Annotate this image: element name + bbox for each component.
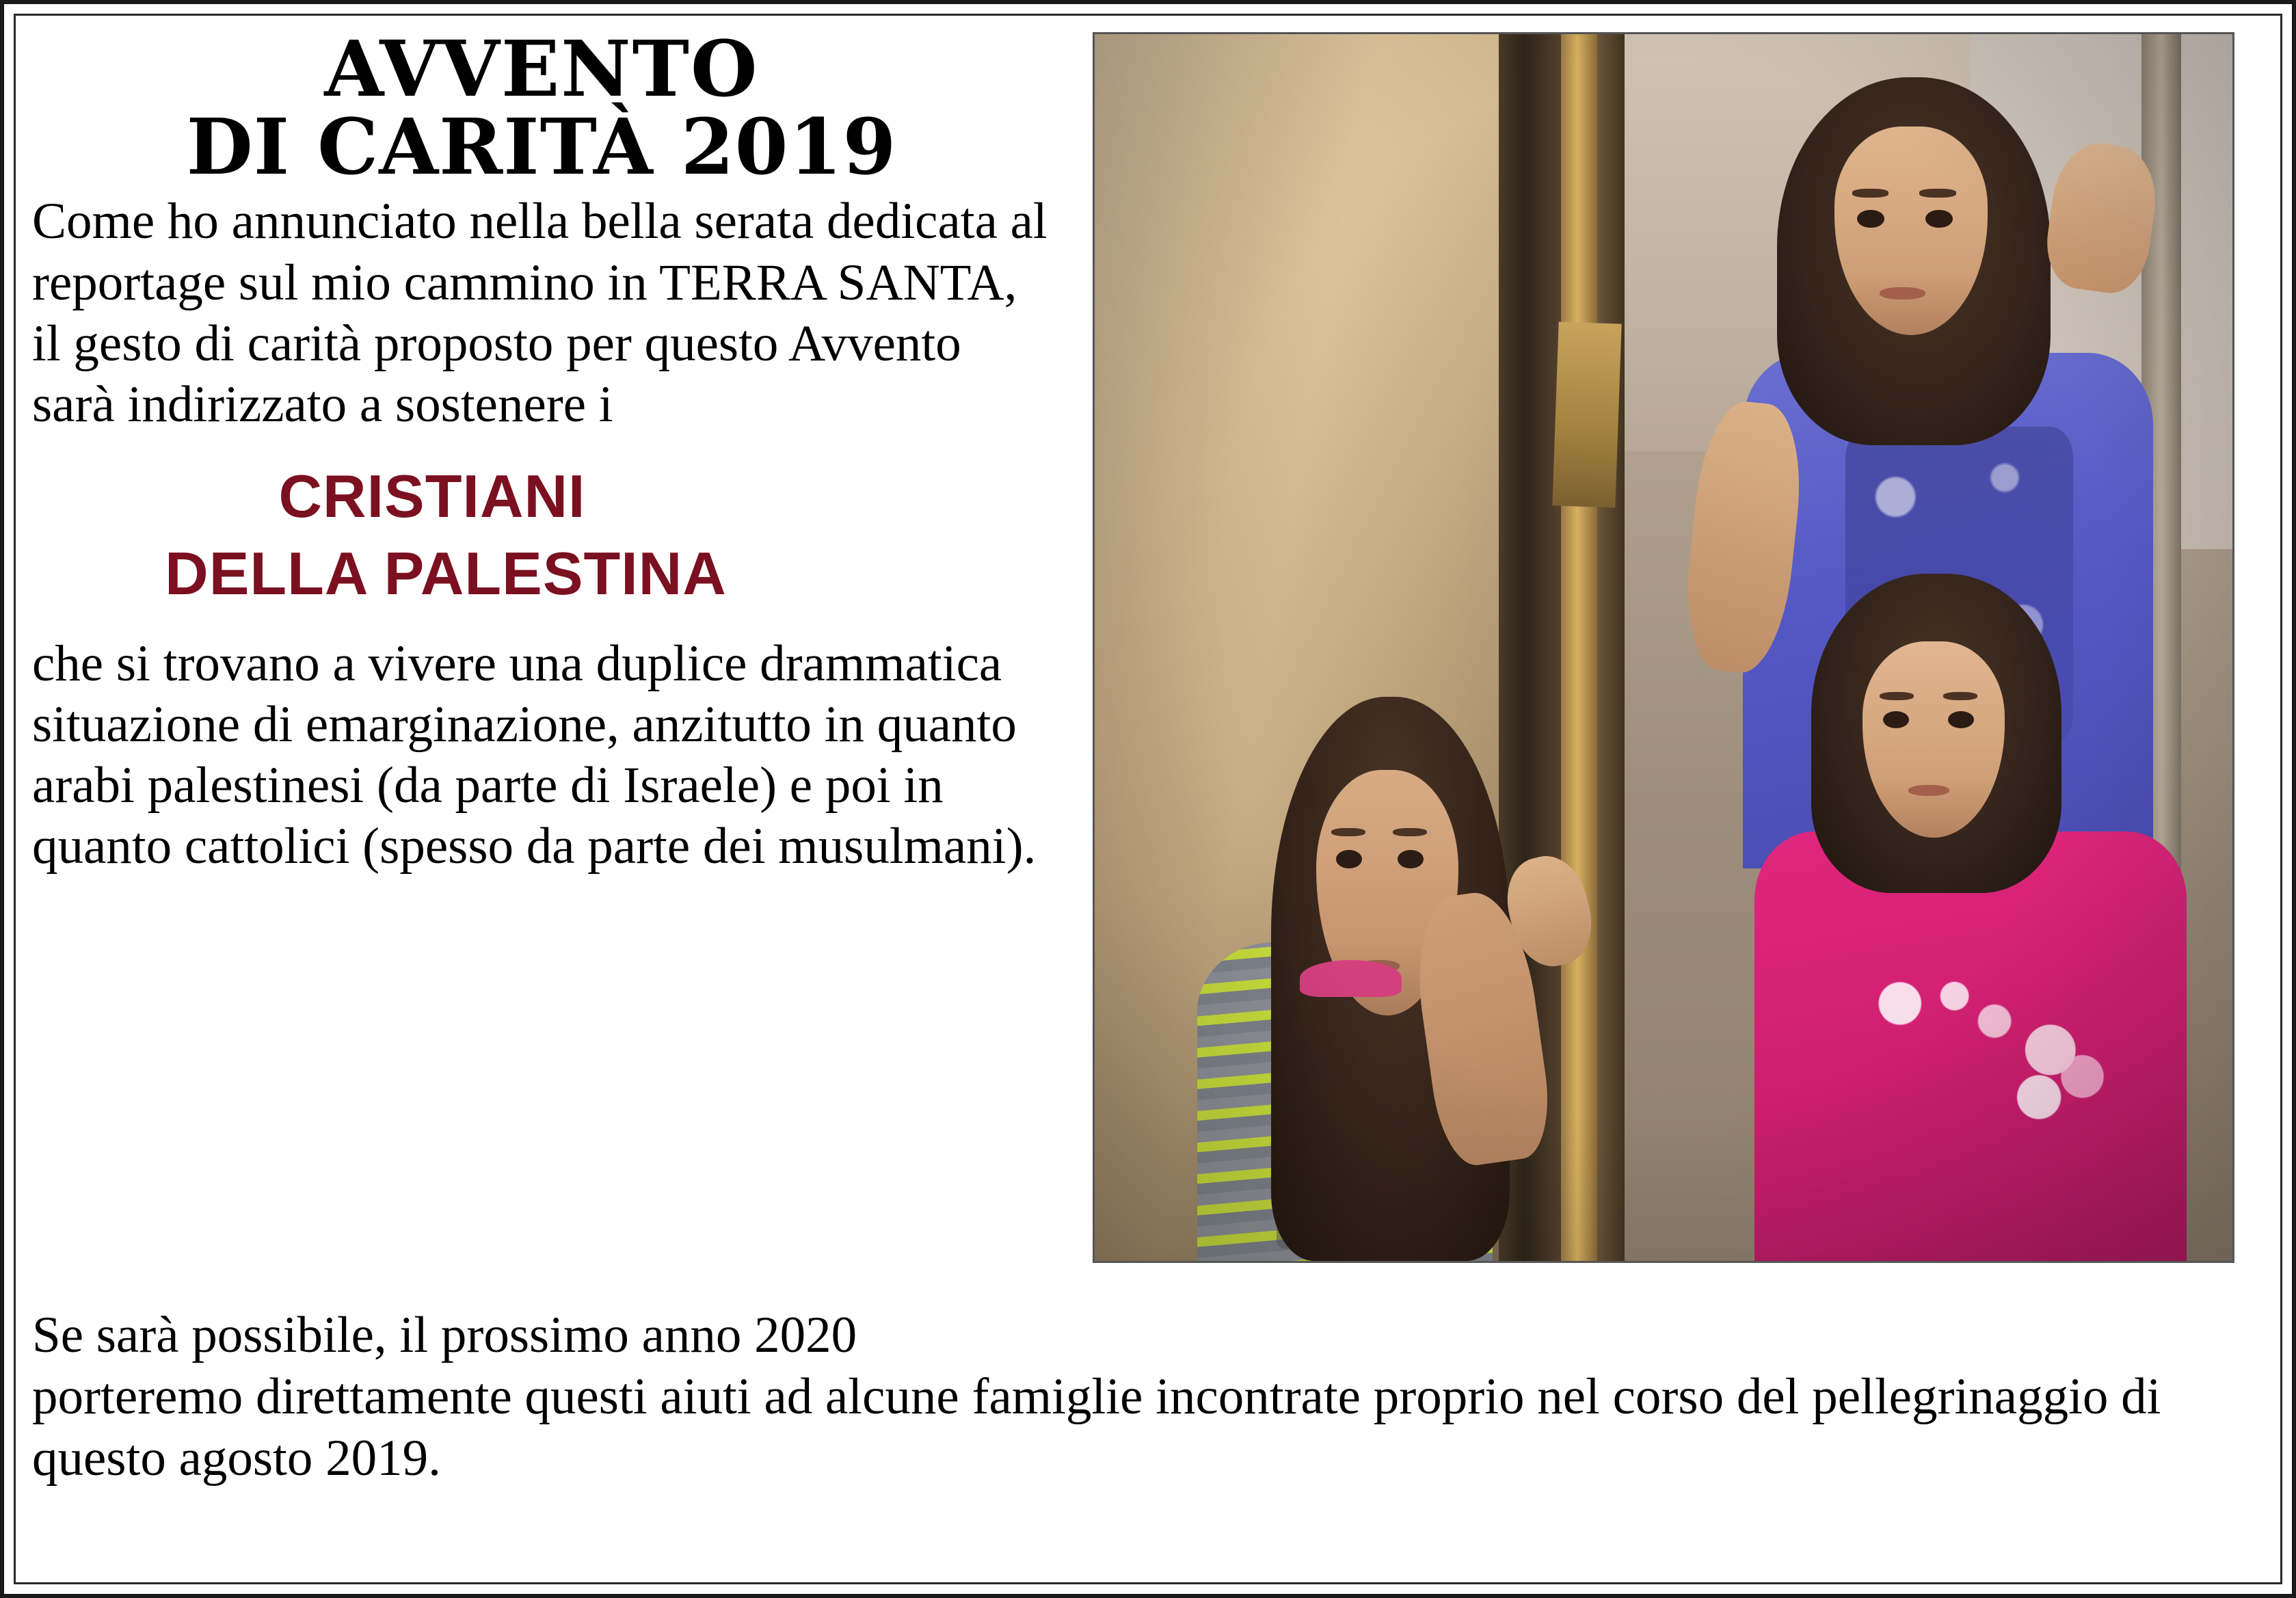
intro-paragraph: Come ho annunciato nella bella serata dedicata al reportage sul mio cammino in TERRA SANTA, il gesto di carità proposto per questo Avvento sarà indirizzato a sostenere i (32, 193, 1047, 434)
inner-border (14, 14, 2282, 1584)
photo-vignette (1095, 34, 2232, 1261)
flyer-content (16, 16, 2280, 1582)
closing-paragraph-line-1: Se sarà possibile, il prossimo anno 2020 (32, 1307, 857, 1363)
title-line-2: DI CARITÀ 2019 (186, 103, 897, 193)
highlight-block (32, 458, 1078, 612)
photo-image (1095, 34, 2232, 1261)
body-paragraph: che si trovano a vivere una duplice drammatica situazione di emarginazione, anzitutto in quanto arabi palestinesi (da parte di Israele) e poi in quanto cattolici (spesso da parte dei musulmani). (32, 635, 1037, 875)
highlight-line-1: CRISTIANI (278, 462, 586, 531)
text-column (32, 25, 1078, 877)
title-line-1: AVVENTO (324, 25, 759, 114)
closing-paragraph (32, 1305, 2247, 1489)
page-title (32, 25, 1078, 193)
closing-paragraph-rest: porteremo direttamente questi aiuti ad alcune famiglie incontrate proprio nel corso del pellegrinaggio di questo agosto 2019. (32, 1368, 2161, 1487)
highlight-line-2: DELLA PALESTINA (165, 540, 727, 608)
photo-frame (1093, 32, 2234, 1263)
